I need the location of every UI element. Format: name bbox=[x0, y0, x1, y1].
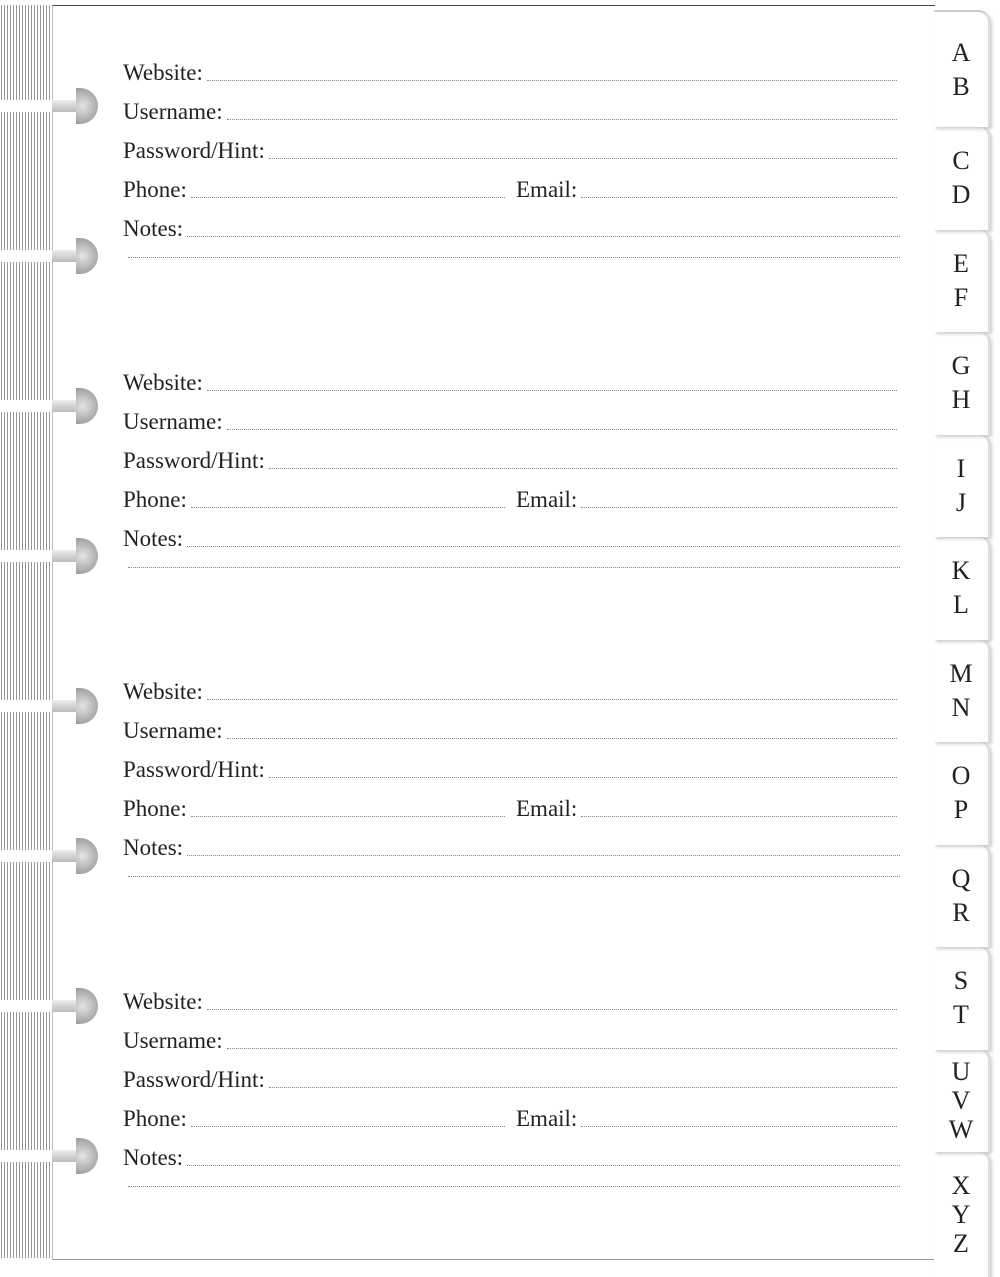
notes-label: Notes: bbox=[123, 525, 184, 551]
notes-extra-line[interactable] bbox=[128, 875, 900, 877]
password-hint-field[interactable] bbox=[123, 1067, 897, 1093]
page-stack-edge bbox=[0, 5, 52, 1258]
tab-letter: Y bbox=[951, 1200, 971, 1229]
binder-ring-icon bbox=[0, 88, 100, 128]
email-field[interactable] bbox=[516, 796, 897, 822]
tab-letter: W bbox=[948, 1115, 974, 1145]
notes-field[interactable] bbox=[123, 1145, 900, 1171]
notes-line[interactable] bbox=[187, 545, 900, 547]
tab-cd[interactable] bbox=[934, 125, 990, 230]
binder-ring-icon bbox=[0, 1138, 100, 1178]
tab-mn[interactable] bbox=[934, 638, 990, 743]
username-label: Username: bbox=[123, 1027, 223, 1053]
phone-line[interactable] bbox=[191, 506, 505, 508]
website-field[interactable] bbox=[123, 370, 897, 396]
notes-extra-line[interactable] bbox=[128, 566, 900, 568]
notes-extra-line[interactable] bbox=[128, 1185, 900, 1187]
notes-field[interactable] bbox=[123, 526, 900, 552]
tab-ab[interactable] bbox=[934, 10, 990, 127]
website-field[interactable] bbox=[123, 60, 897, 86]
email-line[interactable] bbox=[581, 1125, 897, 1127]
binder-ring-icon bbox=[0, 988, 100, 1028]
email-label: Email: bbox=[516, 1105, 578, 1131]
notes-line[interactable] bbox=[187, 1164, 900, 1166]
phone-label: Phone: bbox=[123, 486, 187, 512]
tab-letter: N bbox=[951, 692, 971, 722]
tab-kl[interactable] bbox=[934, 535, 990, 640]
notes-extra-field[interactable] bbox=[124, 875, 900, 882]
username-label: Username: bbox=[123, 718, 223, 743]
username-label: Username: bbox=[123, 99, 223, 124]
password-hint-line[interactable] bbox=[269, 157, 897, 159]
password-hint-line[interactable] bbox=[269, 1086, 897, 1088]
phone-field[interactable] bbox=[123, 1106, 505, 1132]
notes-extra-line[interactable] bbox=[128, 256, 900, 258]
tab-letter: O bbox=[951, 761, 971, 791]
tab-letter: L bbox=[953, 590, 969, 620]
tab-xyz[interactable] bbox=[934, 1150, 990, 1277]
email-line[interactable] bbox=[581, 196, 897, 198]
phone-line[interactable] bbox=[191, 815, 505, 817]
binder-ring-icon bbox=[0, 238, 100, 278]
website-field[interactable] bbox=[123, 679, 897, 705]
tab-letter: M bbox=[949, 658, 973, 688]
tab-st[interactable] bbox=[934, 945, 990, 1050]
tab-letter: F bbox=[953, 282, 969, 312]
tab-letter: C bbox=[952, 146, 970, 176]
phone-label: Phone: bbox=[123, 177, 187, 202]
notes-extra-field[interactable] bbox=[124, 256, 900, 263]
notes-line[interactable] bbox=[187, 235, 900, 237]
email-field[interactable] bbox=[516, 177, 897, 203]
tab-ij[interactable] bbox=[934, 433, 990, 538]
alphabet-tabs bbox=[934, 10, 990, 1260]
binder-ring-icon bbox=[0, 388, 100, 428]
password-hint-label: Password/Hint: bbox=[123, 447, 265, 473]
password-hint-label: Password/Hint: bbox=[123, 757, 265, 782]
tab-uvw[interactable] bbox=[934, 1048, 990, 1153]
phone-field[interactable] bbox=[123, 177, 505, 203]
tab-ef[interactable] bbox=[934, 228, 990, 333]
password-hint-line[interactable] bbox=[269, 467, 897, 469]
phone-label: Phone: bbox=[123, 1105, 187, 1131]
website-label: Website: bbox=[123, 369, 203, 395]
website-label: Website: bbox=[123, 988, 203, 1014]
password-hint-label: Password/Hint: bbox=[123, 1066, 265, 1092]
tab-letter: R bbox=[952, 897, 970, 927]
notes-line[interactable] bbox=[187, 854, 900, 856]
password-hint-line[interactable] bbox=[269, 776, 897, 778]
email-label: Email: bbox=[516, 796, 578, 821]
website-label: Website: bbox=[123, 679, 203, 704]
tab-letter: G bbox=[951, 351, 971, 381]
phone-field[interactable] bbox=[123, 796, 505, 822]
binder-ring-icon bbox=[0, 538, 100, 578]
password-hint-field[interactable] bbox=[123, 138, 897, 164]
phone-line[interactable] bbox=[191, 1125, 505, 1127]
password-hint-field[interactable] bbox=[123, 448, 897, 474]
tab-letter: Z bbox=[953, 1229, 969, 1258]
tab-letter: B bbox=[952, 71, 970, 101]
tab-letter: X bbox=[951, 1171, 971, 1200]
binder-ring-icon bbox=[0, 688, 100, 728]
phone-label: Phone: bbox=[123, 796, 187, 821]
tab-letter: V bbox=[951, 1086, 971, 1116]
website-line[interactable] bbox=[207, 698, 897, 700]
notes-extra-field[interactable] bbox=[124, 566, 900, 573]
binder-ring-icon bbox=[0, 838, 100, 878]
password-hint-field[interactable] bbox=[123, 757, 897, 783]
tab-letter: I bbox=[956, 453, 966, 483]
tab-letter: Q bbox=[951, 863, 971, 893]
username-field[interactable] bbox=[123, 99, 897, 125]
email-field[interactable] bbox=[516, 1106, 897, 1132]
username-label: Username: bbox=[123, 408, 223, 434]
email-field[interactable] bbox=[516, 487, 897, 513]
tab-letter: S bbox=[953, 966, 969, 996]
phone-field[interactable] bbox=[123, 487, 505, 513]
tab-letter: J bbox=[955, 487, 967, 517]
phone-line[interactable] bbox=[191, 196, 505, 198]
username-line[interactable] bbox=[227, 737, 897, 739]
tab-letter: U bbox=[951, 1057, 971, 1087]
notes-label: Notes: bbox=[123, 216, 184, 241]
tab-letter: A bbox=[951, 37, 971, 67]
tab-letter: K bbox=[951, 556, 971, 586]
username-line[interactable] bbox=[227, 118, 897, 120]
email-line[interactable] bbox=[581, 506, 897, 508]
website-field[interactable] bbox=[123, 989, 897, 1015]
notes-field[interactable] bbox=[123, 216, 900, 242]
username-line[interactable] bbox=[227, 1047, 897, 1049]
username-field[interactable] bbox=[123, 1028, 897, 1054]
username-line[interactable] bbox=[227, 428, 897, 430]
website-line[interactable] bbox=[207, 1008, 897, 1010]
email-label: Email: bbox=[516, 486, 578, 512]
tab-op[interactable] bbox=[934, 740, 990, 845]
notes-extra-field[interactable] bbox=[124, 1185, 900, 1192]
notes-label: Notes: bbox=[123, 835, 184, 860]
email-label: Email: bbox=[516, 177, 578, 202]
website-line[interactable] bbox=[207, 389, 897, 391]
email-line[interactable] bbox=[581, 815, 897, 817]
tab-letter: P bbox=[953, 795, 969, 825]
notes-field[interactable] bbox=[123, 835, 900, 861]
tab-qr[interactable] bbox=[934, 843, 990, 948]
website-label: Website: bbox=[123, 60, 203, 85]
tab-letter: T bbox=[953, 1000, 969, 1030]
password-hint-label: Password/Hint: bbox=[123, 138, 265, 163]
username-field[interactable] bbox=[123, 718, 897, 744]
tab-letter: D bbox=[951, 180, 971, 210]
tab-letter: H bbox=[951, 385, 971, 415]
tab-letter: E bbox=[953, 248, 969, 278]
notes-label: Notes: bbox=[123, 1144, 184, 1170]
website-line[interactable] bbox=[207, 79, 897, 81]
tab-gh[interactable] bbox=[934, 330, 990, 435]
username-field[interactable] bbox=[123, 409, 897, 435]
